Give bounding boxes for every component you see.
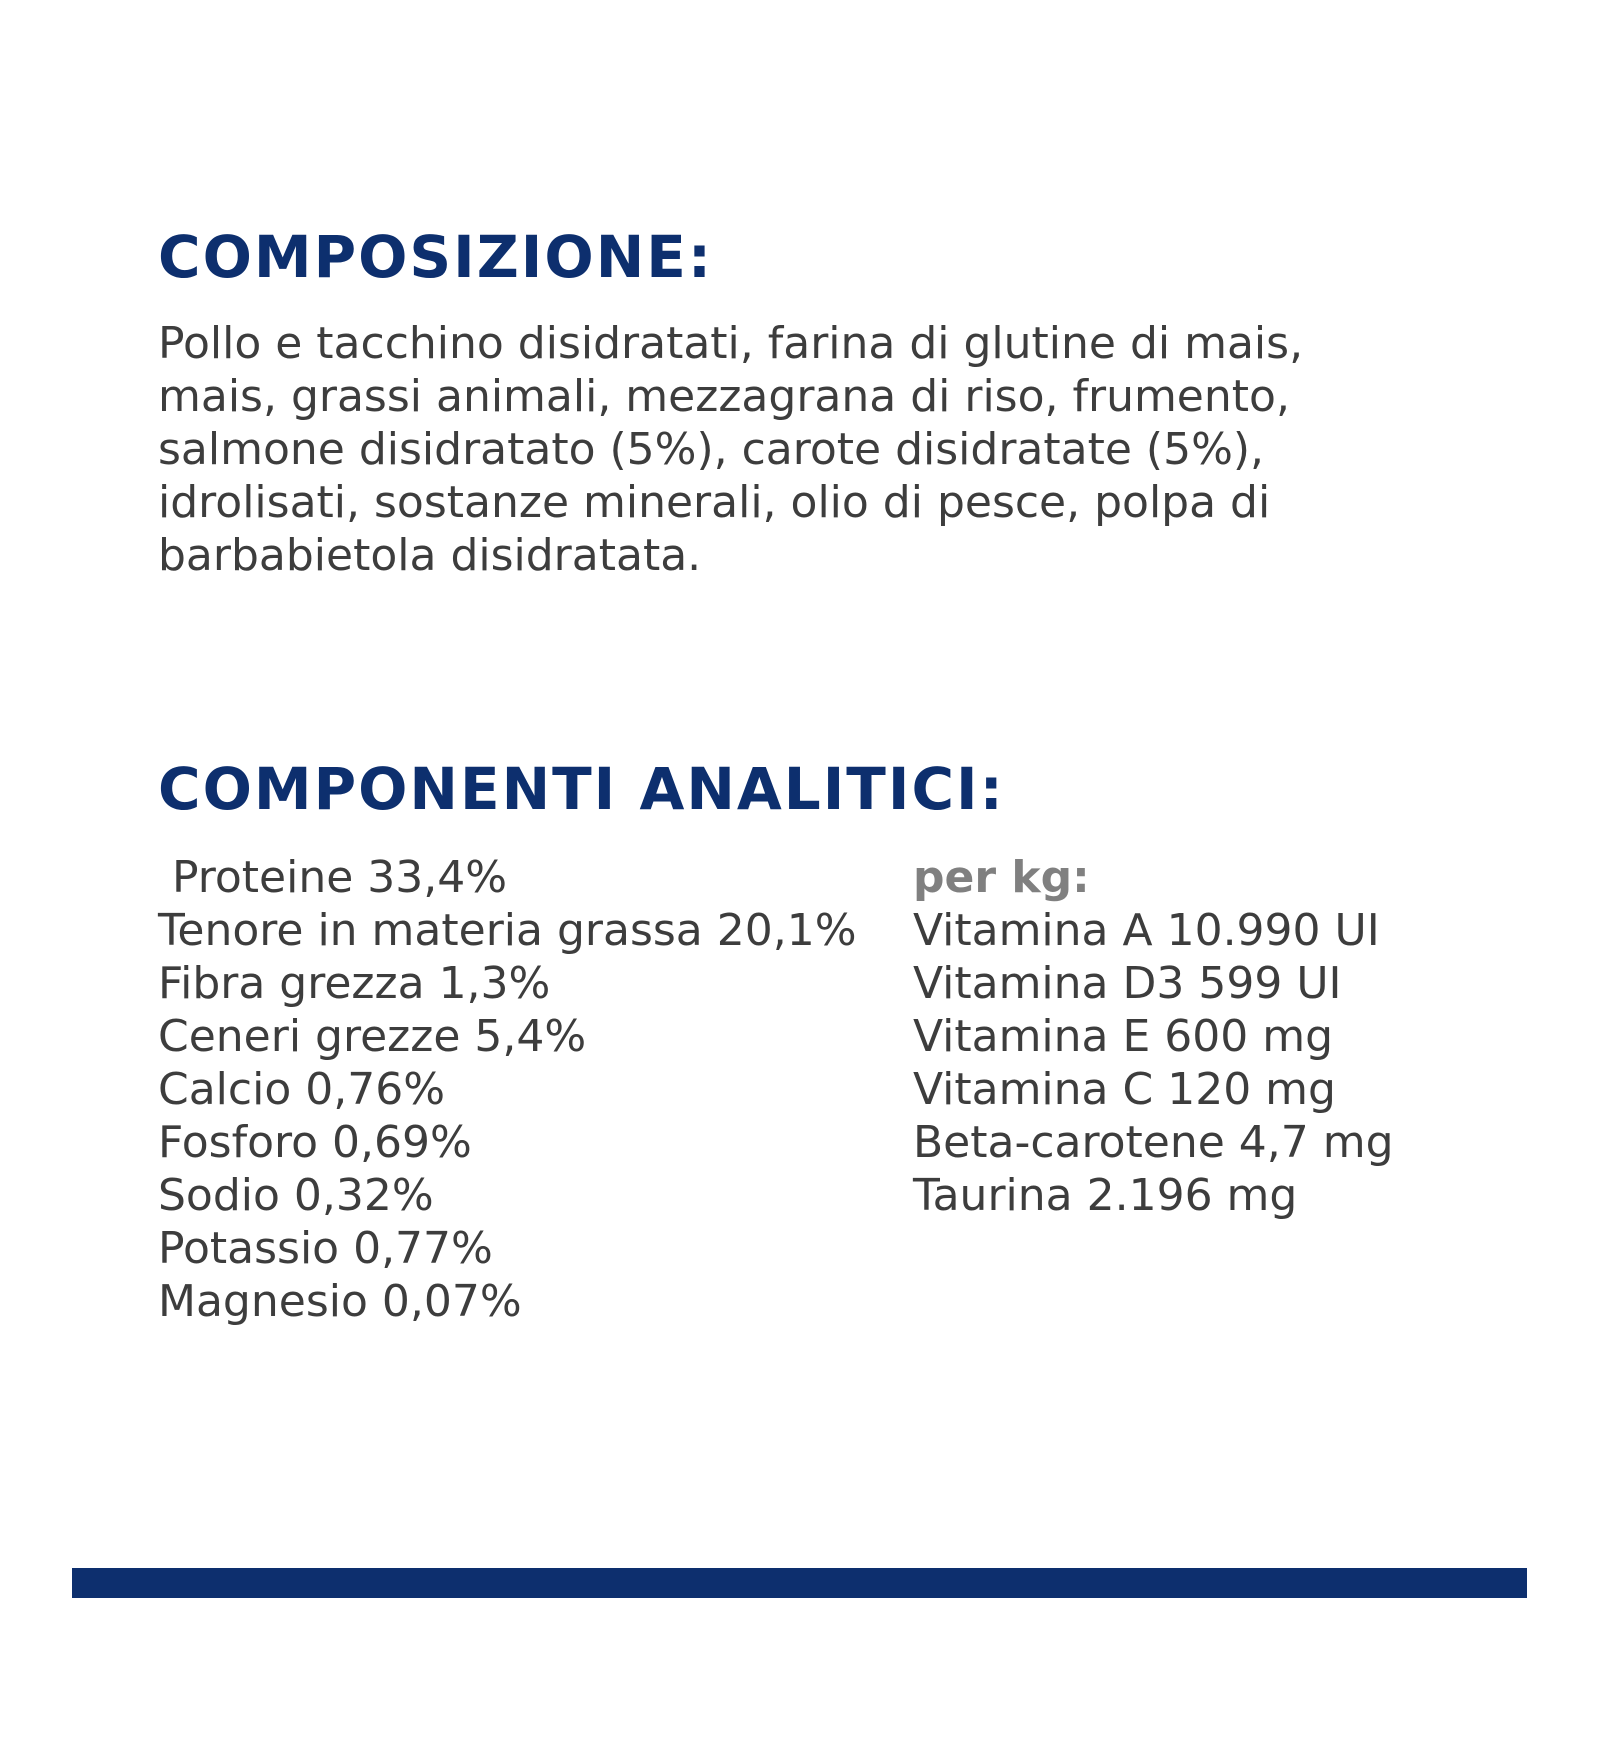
analytic-item-potassium: Potassio 0,77% [158,1223,493,1274]
composition-line: Pollo e tacchino disidratati, farina di glutine di mais, [158,318,1304,369]
analytic-item-ash: Ceneri grezze 5,4% [158,1011,587,1062]
analytic-components-heading: COMPONENTI ANALITICI: [158,755,1005,823]
analytic-item-fat: Tenore in materia grassa 20,1% [158,905,857,956]
composition-text [158,317,1448,582]
analytic-components-list [158,851,857,1328]
analytic-item-calcium: Calcio 0,76% [158,1064,446,1115]
additive-item-vitamin-e: Vitamina E 600 mg [913,1011,1334,1062]
additives-per-kg-list [913,851,1394,1222]
additive-item-vitamin-d3: Vitamina D3 599 UI [913,958,1342,1009]
additive-item-vitamin-a: Vitamina A 10.990 UI [913,905,1380,956]
analytic-item-fibre: Fibra grezza 1,3% [158,958,551,1009]
additive-item-taurine: Taurina 2.196 mg [913,1170,1298,1221]
composition-line: salmone disidratato (5%), carote disidratate (5%), [158,424,1265,475]
composition-line: barbabietola disidratata. [158,530,702,581]
additive-item-beta-carotene: Beta-carotene 4,7 mg [913,1117,1394,1168]
additive-item-vitamin-c: Vitamina C 120 mg [913,1064,1336,1115]
analytic-item-phosphorus: Fosforo 0,69% [158,1117,472,1168]
composition-line: mais, grassi animali, mezzagrana di riso, frumento, [158,371,1290,422]
per-kg-label: per kg: [913,852,1090,903]
composition-heading: COMPOSIZIONE: [158,223,714,291]
analytic-item-sodium: Sodio 0,32% [158,1170,434,1221]
composition-line: idrolisati, sostanze minerali, olio di pesce, polpa di [158,477,1271,528]
analytic-item-magnesium: Magnesio 0,07% [158,1276,522,1327]
analytic-item-protein: Proteine 33,4% [172,852,508,903]
footer-divider-bar [72,1568,1527,1598]
